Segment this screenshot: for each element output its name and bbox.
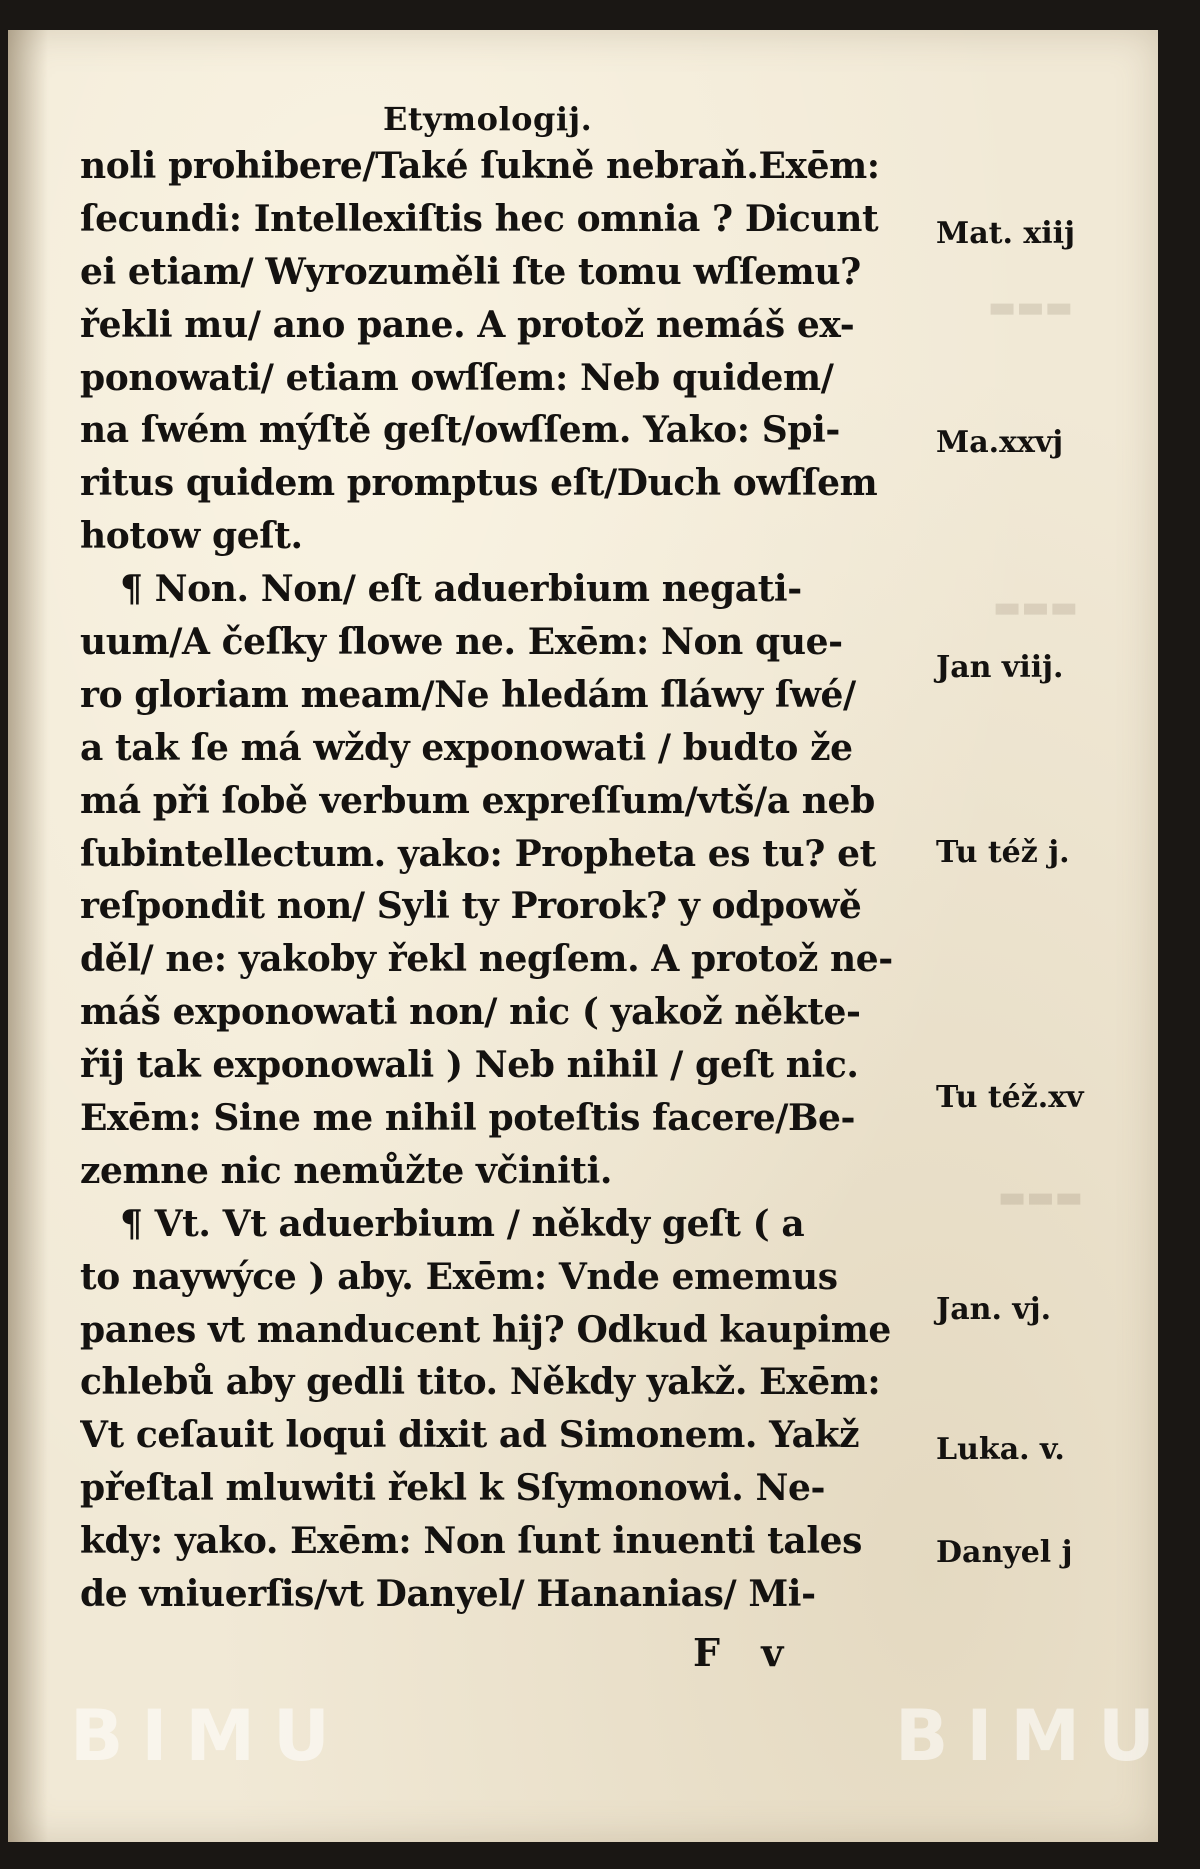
watermark-right: BIMU xyxy=(895,1695,1173,1777)
margin-note: Ma.xxvj xyxy=(936,425,1064,460)
text-line: řij tak exponowali ) Neb nihil / geſt nic. xyxy=(80,1044,859,1087)
margin-note: Jan. vj. xyxy=(936,1292,1052,1327)
text-line: ro gloriam meam/Ne hledám ſláwy ſwé/ xyxy=(80,673,856,716)
text-line: na ſwém mýſtě geſt/owſſem. Yako: Spi- xyxy=(80,409,840,452)
text-line: ei etiam/ Wyrozuměli ſte tomu wſſemu? xyxy=(80,250,861,293)
text-line: reſpondit non/ Syli ty Prorok? y odpowě xyxy=(80,885,862,928)
text-line: ¶ Non. Non/ eſt aduerbium negati- xyxy=(120,568,802,611)
text-line: máš exponowati non/ nic ( yakož někte- xyxy=(80,991,861,1034)
text-line: má při ſobě verbum expreſſum/vtš/a neb xyxy=(80,779,875,822)
text-line: ponowati/ etiam owſſem: Neb quidem/ xyxy=(80,356,834,399)
signature-mark: F v xyxy=(693,1630,798,1675)
text-line: Exēm: Sine me nihil poteſtis facere/Be- xyxy=(80,1097,856,1140)
text-line: ſecundi: Intellexiſtis hec omnia ? Dicunt xyxy=(80,197,879,240)
text-line: uum/A čeſky ſlowe ne. Exēm: Non que- xyxy=(80,621,843,664)
text-line: kdy: yako. Exēm: Non ſunt inuenti tales xyxy=(80,1520,862,1563)
text-line: Vt ceſauit loqui dixit ad Simonem. Yakž xyxy=(80,1414,860,1457)
margin-note: Luka. v. xyxy=(936,1432,1065,1467)
body-text xyxy=(80,140,920,1621)
margin-note: Tu též j. xyxy=(936,835,1070,870)
text-line: chlebů aby gedli tito. Někdy yakž. Exēm: xyxy=(80,1361,881,1404)
show-through: ▬▬▬ xyxy=(988,290,1074,325)
text-line: ritus quidem promptus eſt/Duch owſſem xyxy=(80,462,878,505)
watermark-left: BIMU xyxy=(70,1695,348,1777)
text-line: ¶ Vt. Vt aduerbium / někdy geſt ( a xyxy=(120,1202,805,1245)
show-through: ▬▬▬ xyxy=(998,1180,1084,1215)
text-line: hotow geſt. xyxy=(80,515,303,558)
text-line: řekli mu/ ano pane. A protož nemáš ex- xyxy=(80,303,855,346)
text-line: noli prohibere/Také ſukně nebraň.Exēm: xyxy=(80,145,880,187)
spine-shadow xyxy=(8,30,48,1842)
book-page xyxy=(8,30,1158,1842)
text-line: a tak ſe má wždy exponowati / budto že xyxy=(80,726,853,769)
text-line: děl/ ne: yakoby řekl negſem. A protož ne- xyxy=(80,938,893,981)
margin-note: Mat. xiij xyxy=(936,216,1075,251)
margin-note: Danyel j xyxy=(936,1535,1073,1570)
text-line: to naywýce ) aby. Exēm: Vnde ememus xyxy=(80,1255,838,1298)
text-line: de vniuerſis/vt Danyel/ Hananias/ Mi- xyxy=(80,1573,816,1616)
text-line: zemne nic nemůžte včiniti. xyxy=(80,1149,613,1192)
text-line: panes vt manducent hij? Odkud kaupime xyxy=(80,1308,891,1351)
margin-note: Tu též.xv xyxy=(936,1080,1084,1115)
text-line: ſubintellectum. yako: Propheta es tu? et xyxy=(80,832,876,875)
text-line: přeſtal mluwiti řekl k Sſymonowi. Ne- xyxy=(80,1467,826,1510)
margin-note: Jan viij. xyxy=(936,650,1064,685)
running-header: Etymologij. xyxy=(383,100,593,138)
show-through: ▬▬▬ xyxy=(993,590,1079,625)
